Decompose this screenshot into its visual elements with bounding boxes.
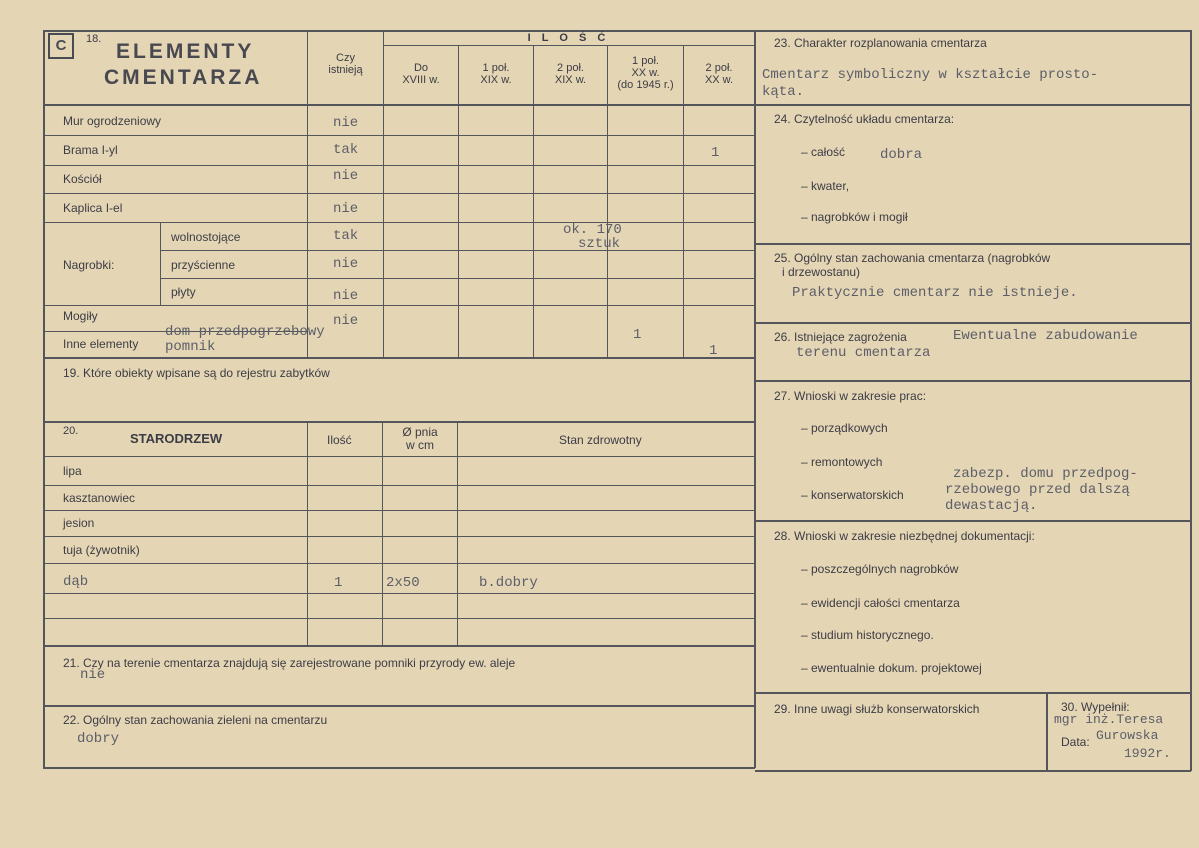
row-label-wall: Mur ogrodzeniowy (63, 114, 162, 128)
section-27-item-2: – remontowych (801, 455, 883, 469)
tree-col-diameter-line1: Ø pnia (402, 425, 438, 439)
col-period-1-line2: XVIII w. (402, 74, 440, 86)
row-label-tombs: Nagrobki: (63, 258, 115, 272)
tree-col-diameter (384, 426, 456, 452)
tombs-freestanding-label: wolnostojące (171, 230, 241, 244)
col-period-5-line1: 2 poł. (705, 62, 733, 74)
section-26-label: 26. Istniejące zagrożenia (774, 330, 907, 344)
tree-col-health: Stan zdrowotny (559, 433, 642, 447)
tree-row-3-name: jesion (63, 516, 95, 530)
section-21-value: nie (80, 667, 106, 683)
col-exists-line2: istnieją (328, 64, 363, 76)
col-period-5 (684, 62, 754, 86)
tree-row-4-name: tuja (żywotnik) (63, 543, 140, 557)
section-24-item-1-label: – całość (801, 145, 846, 159)
section-24-item-1-value: dobra (880, 147, 923, 163)
row-exists-church: nie (333, 168, 359, 184)
section-27-value-line2: rzebowego przed dalszą (945, 482, 1130, 498)
tombs-freestanding-exists: tak (333, 228, 359, 244)
col-period-5-line2: XX w. (704, 74, 734, 86)
col-exists-header (308, 52, 383, 76)
row-exists-graves: nie (333, 313, 359, 329)
tree-row-1-name: lipa (63, 464, 82, 478)
col-ilosc-header: I L O Ś Ć (527, 32, 610, 44)
other-typed-line2: pomnik (165, 339, 216, 355)
section-27-item-3: – konserwatorskich (801, 488, 904, 502)
section-24-item-3-label: – nagrobków i mogił (801, 210, 908, 224)
col-period-3-line1: 2 poł. (557, 62, 584, 74)
section-25-value: Praktycznie cmentarz nie istnieje. (792, 285, 1078, 301)
col-period-4-line2: XX w. (631, 67, 660, 79)
section-30-label: 30. Wypełnił: (1061, 700, 1130, 714)
row-exists-chapel: nie (333, 201, 359, 217)
other-qty-col4: 1 (633, 327, 642, 343)
tree-row-5-diameter: 2x50 (386, 575, 420, 591)
tombs-qty-line1: ok. 170 (563, 222, 622, 238)
row-label-other: Inne elementy (63, 337, 139, 351)
tombs-wall-exists: nie (333, 256, 359, 272)
tree-row-2-name: kasztanowiec (63, 491, 136, 505)
col-period-1 (384, 62, 458, 86)
section-18-title-line2: CMENTARZA (104, 66, 263, 89)
section-23-label: 23. Charakter rozplanowania cmentarza (774, 36, 987, 50)
section-26-value-line1: Ewentualne zabudowanie (953, 328, 1138, 344)
col-period-2-line2: XIX w. (480, 74, 512, 86)
col-period-3-line2: XIX w. (554, 74, 587, 86)
section-20-number: 20. (63, 425, 79, 437)
section-26-value-line2: terenu cmentarza (796, 345, 931, 361)
row-gate-qty: 1 (711, 145, 720, 161)
section-30-value-line1: mgr inż.Teresa (1054, 712, 1164, 727)
col-period-4 (608, 55, 683, 91)
section-22-value: dobry (77, 731, 120, 747)
tree-row-5-name: dąb (63, 574, 89, 590)
section-28-item-2: – ewidencji całości cmentarza (801, 596, 960, 610)
section-24-item-2-label: – kwater, (801, 179, 850, 193)
col-period-1-line1: Do (413, 62, 429, 74)
section-27-value-line1: zabezp. domu przedpog- (953, 466, 1138, 482)
section-30-value-line3: 1992r. (1124, 746, 1171, 761)
section-23-value-line2: kąta. (762, 84, 805, 100)
section-28-item-3: – studium historycznego. (801, 628, 934, 642)
section-29-label: 29. Inne uwagi służb konserwatorskich (774, 702, 980, 716)
col-period-2 (459, 62, 533, 86)
col-period-4-line3: (do 1945 r.) (617, 79, 674, 91)
tree-row-5-qty: 1 (334, 575, 343, 591)
card-letter: C (55, 37, 67, 54)
section-25-label-line2: i drzewostanu) (782, 265, 861, 279)
section-18-title-line1: ELEMENTY (116, 40, 255, 63)
section-25-label-line1: 25. Ogólny stan zachowania cmentarza (nagrobków (774, 251, 1051, 265)
section-24-label: 24. Czytelność układu cmentarza: (774, 112, 955, 126)
row-label-church: Kościół (63, 172, 102, 186)
section-30-value-line2: Gurowska (1096, 728, 1159, 743)
section-27-label: 27. Wnioski w zakresie prac: (774, 389, 927, 403)
tombs-slabs-exists: nie (333, 288, 359, 304)
section-28-label: 28. Wnioski w zakresie niezbędnej dokumentacji: (774, 529, 1035, 543)
section-18-number: 18. (86, 33, 102, 45)
row-label-chapel: Kaplica I-el (63, 201, 123, 215)
row-exists-wall: nie (333, 115, 359, 131)
tree-row-5-health: b.dobry (479, 575, 538, 591)
tombs-qty-line2: sztuk (578, 236, 621, 252)
col-period-2-line1: 1 poł. (482, 62, 510, 74)
section-27-item-1: – porządkowych (801, 421, 888, 435)
section-20-title: STARODRZEW (130, 431, 223, 446)
tombs-slabs-label: płyty (171, 285, 196, 299)
section-27-value-line3: dewastacją. (945, 498, 1038, 514)
col-period-4-line1: 1 poł. (632, 55, 659, 67)
tree-col-diameter-line2: w cm (406, 438, 434, 452)
tree-col-qty: Ilość (327, 433, 352, 447)
section-30-date-label: Data: (1061, 735, 1090, 749)
section-28-item-4: – ewentualnie dokum. projektowej (801, 661, 982, 675)
section-22-label: 22. Ogólny stan zachowania zieleni na cmentarzu (63, 713, 328, 727)
other-typed-line1: dom przedpogrzebowy (165, 324, 325, 340)
other-qty-col5: 1 (709, 343, 718, 359)
tombs-wall-label: przyścienne (171, 258, 236, 272)
section-23-value-line1: Cmentarz symboliczny w kształcie prosto- (762, 67, 1099, 83)
row-label-gate: Brama I-yl (63, 143, 118, 157)
section-19-label: 19. Które obiekty wpisane są do rejestru zabytków (63, 366, 330, 380)
col-period-3 (534, 62, 607, 86)
col-exists-line1: Czy (336, 52, 355, 64)
row-exists-gate: tak (333, 142, 359, 158)
section-28-item-1: – poszczególnych nagrobków (801, 562, 959, 576)
card-letter-box (48, 33, 74, 59)
row-label-graves: Mogiły (63, 309, 98, 323)
section-21-label: 21. Czy na terenie cmentarza znajdują się zarejestrowane pomniki przyrody ew. aleje (63, 656, 516, 670)
